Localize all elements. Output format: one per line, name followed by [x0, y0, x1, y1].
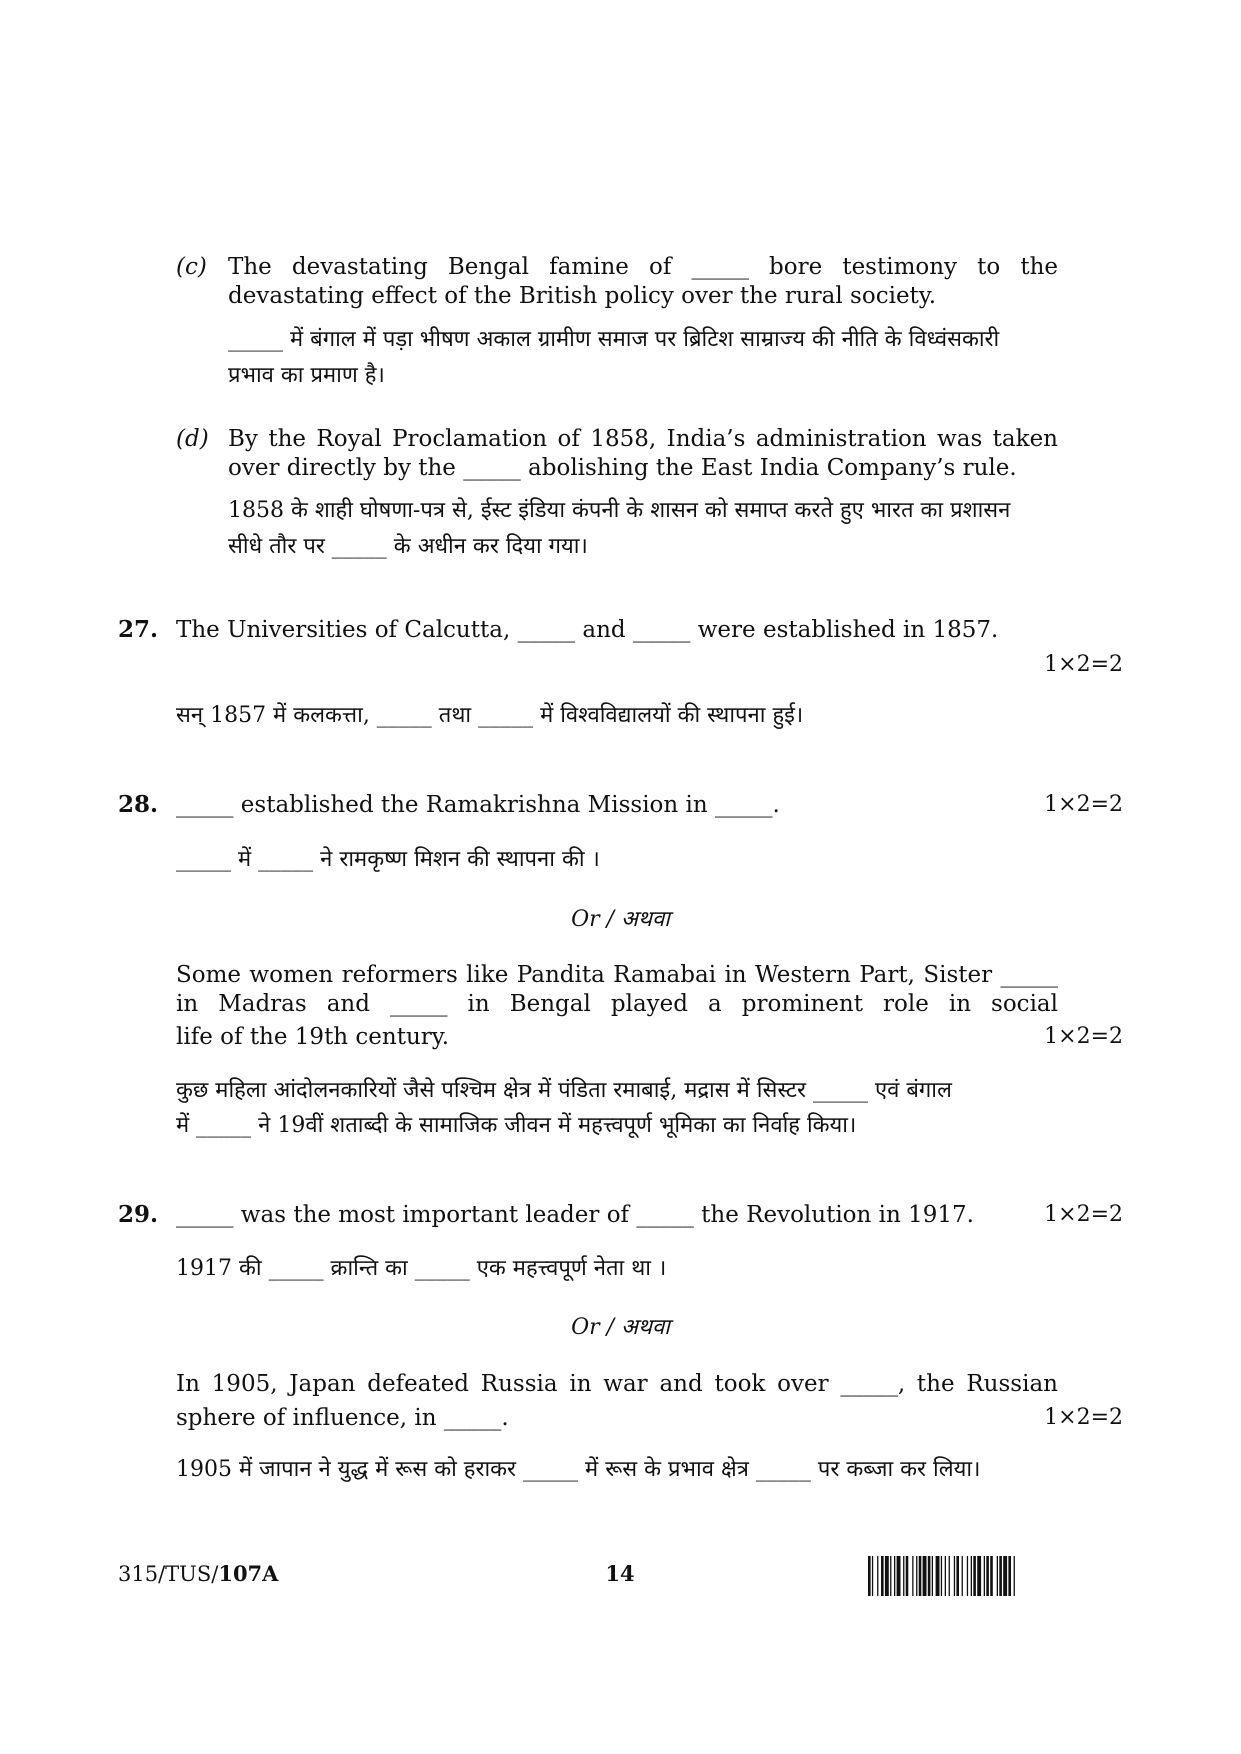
question-28-alt-hindi-line-2: में _____ ने 19वीं शताब्दी के सामाजिक जीवन में महत्त्वपूर्ण भूमिका का निर्वाह किया।	[176, 1113, 857, 1138]
question-28-alt-english-line-2: in Madras and _____ in Bengal played a prominent role in social	[176, 991, 1058, 1017]
page-number: 14	[605, 1561, 635, 1586]
question-29-number: 29.	[118, 1201, 159, 1228]
question-29-alt-english-line-1: In 1905, Japan defeated Russia in war and took over _____, the Russian	[176, 1371, 1058, 1397]
question-28-alt-english-line-3: life of the 19th century.	[176, 1024, 450, 1050]
question-29-alt-english-line-2: sphere of influence, in _____.	[176, 1405, 509, 1431]
part-d-hindi-line-1: 1858 के शाही घोषणा-पत्र से, ईस्ट इंडिया कंपनी के शासन को समाप्त करते हुए भारत का प्रशासन	[228, 498, 1011, 523]
part-c-hindi-line-2: प्रभाव का प्रमाण है।	[228, 363, 385, 388]
paper-code-bold: 107A	[218, 1561, 279, 1586]
question-28-hindi: _____ में _____ ने रामकृष्ण मिशन की स्थापना की ।	[176, 847, 600, 872]
part-c-hindi-line-1: _____ में बंगाल में पड़ा भीषण अकाल ग्रामीण समाज पर ब्रिटिश साम्राज्य की नीति के विध्वंसकारी	[228, 327, 1000, 352]
question-27-marks: 1×2=2	[1044, 652, 1123, 677]
question-29-hindi: 1917 की _____ क्रान्ति का _____ एक महत्त्वपूर्ण नेता था ।	[176, 1256, 667, 1281]
part-c-english-line-1: The devastating Bengal famine of _____ bore testimony to the	[228, 254, 1058, 280]
part-c-label: (c)	[176, 254, 207, 280]
question-29-english: _____ was the most important leader of _____ the Revolution in 1917.	[176, 1202, 974, 1228]
part-d-hindi-line-2: सीधे तौर पर _____ के अधीन कर दिया गया।	[228, 534, 588, 559]
paper-code-plain: 315/TUS/	[118, 1562, 219, 1586]
question-29-alt-hindi: 1905 में जापान ने युद्ध में रूस को हराकर _____ में रूस के प्रभाव क्षेत्र _____ पर कब्जा कर लिया।	[176, 1457, 981, 1482]
question-28-marks: 1×2=2	[1044, 792, 1123, 817]
question-29-alt-marks: 1×2=2	[1044, 1405, 1123, 1430]
question-27-number: 27.	[118, 616, 159, 643]
question-27-english: The Universities of Calcutta, _____ and _____ were established in 1857.	[176, 617, 999, 643]
question-29-or-separator: Or / अथवा	[571, 1315, 670, 1340]
question-27-hindi: सन् 1857 में कलकत्ता, _____ तथा _____ में विश्वविद्यालयों की स्थापना हुई।	[176, 703, 804, 728]
barcode-image	[868, 1556, 1125, 1596]
part-c-english-line-2: devastating effect of the British policy over the rural society.	[228, 283, 937, 309]
question-28-or-separator: Or / अथवा	[571, 907, 670, 932]
part-d-english-line-1: By the Royal Proclamation of 1858, India’s administration was taken	[228, 426, 1058, 452]
question-28-alt-hindi-line-1: कुछ महिला आंदोलनकारियों जैसे पश्चिम क्षेत्र में पंडिता रमाबाई, मद्रास में सिस्टर _____ एवं बंगाल	[176, 1078, 952, 1103]
part-d-label: (d)	[176, 426, 209, 452]
question-28-alt-english-line-1: Some women reformers like Pandita Ramabai in Western Part, Sister _____	[176, 962, 1058, 988]
question-28-alt-marks: 1×2=2	[1044, 1024, 1123, 1049]
question-28-english: _____ established the Ramakrishna Mission in _____.	[176, 792, 780, 818]
paper-code	[118, 1559, 278, 1589]
part-d-english-line-2: over directly by the _____ abolishing the East India Company’s rule.	[228, 455, 1017, 481]
question-28-number: 28.	[118, 791, 159, 818]
question-29-marks: 1×2=2	[1044, 1202, 1123, 1227]
